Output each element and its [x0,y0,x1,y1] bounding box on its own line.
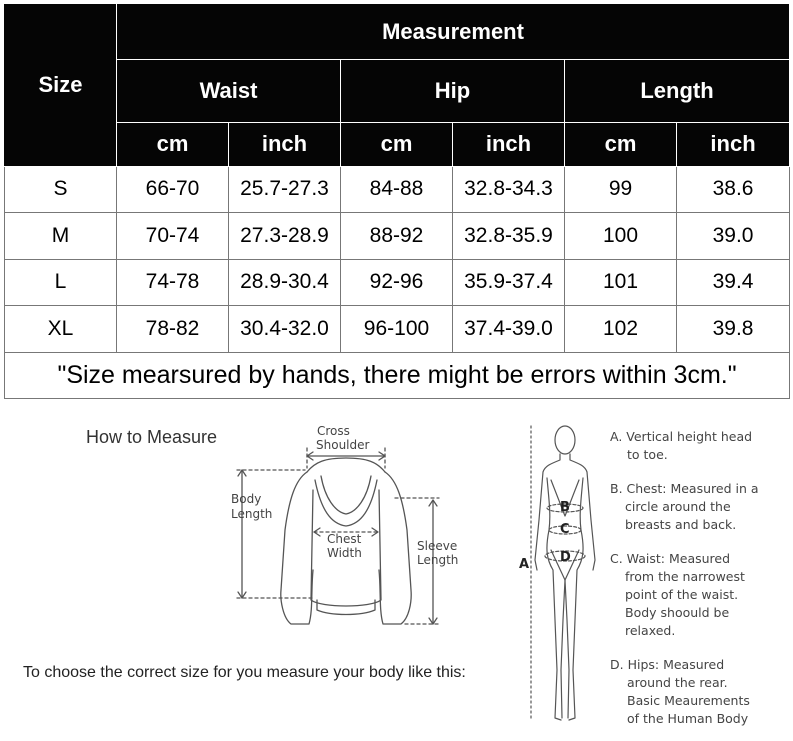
table-header-row [5,5,790,60]
unit-header: cm [565,123,677,166]
note-d-line: around the rear. [627,675,728,690]
body-length-label: Length [231,507,273,521]
table-cell: 70-74 [117,213,229,259]
table-unit-row [5,123,790,166]
table-cell: 27.3-28.9 [229,213,341,259]
note-b-line: circle around the [625,499,731,514]
unit-header: inch [229,123,341,166]
cross-shoulder-label: Shoulder [316,438,370,452]
unit-header: cm [117,123,229,166]
note-d-line: of the Human Body [627,711,749,726]
table-cell: 37.4-39.0 [453,306,565,352]
table-cell: 92-96 [341,259,453,305]
measurement-header: Measurement [117,5,790,60]
body-length-label: Body [231,492,262,506]
note-b [610,480,792,534]
table-cell: 84-88 [341,166,453,212]
body-diagram [515,420,610,740]
table-group-row [5,59,790,123]
table-cell: 38.6 [677,166,790,212]
size-cell: XL [5,306,117,352]
marker-b: B [560,500,570,515]
cross-shoulder-label: Cross [317,424,350,438]
size-header: Size [5,5,117,167]
note-b-line: B. Chest: Measured in a [610,481,759,496]
note-d-line: Basic Meaurements [627,693,750,708]
chest-width-label: Chest [327,532,362,546]
note-c-line: C. Waist: Measured [610,551,731,566]
note-a-line: to toe. [627,447,668,462]
table-cell: 35.9-37.4 [453,259,565,305]
size-cell: M [5,213,117,259]
table-cell: 32.8-34.3 [453,166,565,212]
group-header-length: Length [565,59,790,123]
marker-a: A [519,557,530,572]
table-note-row [5,352,790,399]
table-row [5,166,790,212]
measurement-notes [610,428,792,736]
size-cell: L [5,259,117,305]
group-header-waist: Waist [117,59,341,123]
table-cell: 101 [565,259,677,305]
note-c-line: point of the waist. [625,587,739,602]
table-cell: 99 [565,166,677,212]
table-row [5,213,790,259]
note-d [610,656,792,728]
table-cell: 78-82 [117,306,229,352]
table-cell: 96-100 [341,306,453,352]
unit-header: inch [677,123,790,166]
table-cell: 28.9-30.4 [229,259,341,305]
note-c-line: relaxed. [625,623,676,638]
choose-size-instruction: To choose the correct size for you measure your body like this: [23,664,466,681]
table-row [5,259,790,305]
note-d-line: D. Hips: Measured [610,657,725,672]
table-cell: 25.7-27.3 [229,166,341,212]
table-cell: 39.0 [677,213,790,259]
marker-d: D [560,550,571,565]
table-cell: 100 [565,213,677,259]
note-c-line: Body shoould be [625,605,730,620]
table-row [5,306,790,352]
table-cell: 32.8-35.9 [453,213,565,259]
table-cell: 30.4-32.0 [229,306,341,352]
size-table [4,4,790,399]
sleeve-length-label: Sleeve [417,539,458,553]
note-a-line: A. Vertical height head [610,429,753,444]
marker-c: C [560,522,570,537]
note-b-line: breasts and back. [625,517,737,532]
note-c-line: from the narrowest [625,569,745,584]
garment-diagram [225,420,485,630]
note-c [610,550,792,640]
size-cell: S [5,166,117,212]
note-a [610,428,792,464]
group-header-hip: Hip [341,59,565,123]
table-cell: 66-70 [117,166,229,212]
unit-header: cm [341,123,453,166]
unit-header: inch [453,123,565,166]
table-cell: 74-78 [117,259,229,305]
table-cell: 88-92 [341,213,453,259]
table-cell: 39.8 [677,306,790,352]
sleeve-length-label: Length [417,553,459,567]
table-cell: 102 [565,306,677,352]
how-to-measure-title: How to Measure [86,427,218,447]
table-cell: 39.4 [677,259,790,305]
measurement-note: "Size mearsured by hands, there might be errors within 3cm." [5,352,790,399]
chest-width-label: Width [327,546,362,560]
